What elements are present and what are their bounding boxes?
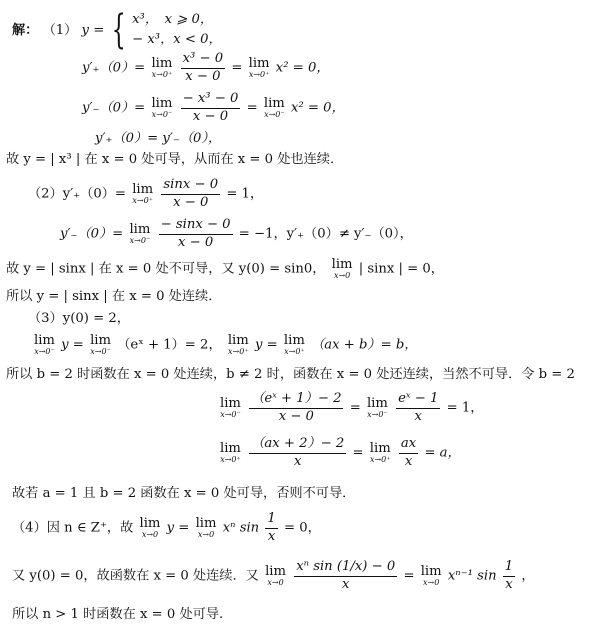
text: y = [255, 337, 278, 353]
denominator: x − 0 [185, 68, 221, 84]
fraction [181, 52, 226, 84]
lim-word: lim [283, 333, 305, 348]
part-number: （1） [42, 22, 78, 38]
numerator: （eˣ + 1）− 2 [249, 392, 343, 409]
fraction-2 [396, 392, 440, 424]
text: （eˣ + 1）= 2， [117, 337, 222, 353]
lim-word: lim [420, 563, 442, 579]
lim-word: lim [132, 181, 154, 197]
limit-expr [34, 334, 55, 356]
text: 故 y = | sinx | 在 x = 0 处不可导，又 y(0) = sin0， [6, 261, 326, 277]
lim-word: lim [227, 333, 249, 348]
lim-sub: x→0⁺ [369, 454, 391, 464]
lim-sub: x→0⁺ [220, 454, 241, 464]
right-derivative-1 [82, 52, 330, 84]
solution-label: 解： [12, 22, 39, 38]
lim-sub: x→0⁻ [129, 235, 151, 245]
fraction [294, 560, 397, 592]
lim-sub: x→0 [197, 529, 215, 539]
limit-expr-2 [90, 334, 111, 356]
limit-expr [151, 57, 172, 79]
conclusion-1: 故 y = | x³ | 在 x = 0 处可导，从而在 x = 0 处也连续． [6, 152, 344, 167]
lim-sub: x→0⁻ [367, 409, 388, 419]
lim-sub: x→0⁺ [132, 195, 153, 205]
lim-sub: x→0⁻ [264, 109, 285, 119]
lim-word: lim [34, 333, 55, 348]
limit-expr [151, 97, 172, 119]
text: xⁿ sin [222, 520, 260, 536]
text: （ax + b）= b， [311, 337, 418, 353]
eq-rhs: = 1， [226, 186, 264, 202]
lim-sub: x→0 [141, 529, 159, 539]
lim-word: lim [263, 95, 285, 111]
conclusion-2a [6, 258, 444, 280]
text: | sinx | = 0， [358, 261, 444, 277]
text: （4）因 n ∈ Z⁺，故 [12, 520, 134, 536]
eq-rhs: = a， [424, 445, 461, 461]
left-derivative-2 [60, 218, 413, 250]
lim-word: lim [220, 440, 241, 456]
eq-rhs: x² = 0， [291, 100, 345, 116]
numerator: ax [399, 437, 418, 454]
part4-derivative [12, 560, 535, 592]
lim-word: lim [369, 440, 391, 456]
lim-sub: x→0⁺ [248, 69, 270, 79]
part3-final: 故若 a = 1 且 b = 2 函数在 x = 0 处可导，否则不可导． [12, 486, 356, 501]
numerator: x³ − 0 [181, 52, 226, 69]
fraction [249, 392, 343, 424]
denominator: x − 0 [278, 408, 314, 424]
lim-sub: x→0⁺ [284, 347, 305, 357]
lim-sub: x→0⁻ [220, 409, 241, 419]
lim-word: lim [151, 55, 173, 71]
limit-expr [220, 397, 241, 419]
part4-conclusion: 所以 n > 1 时函数在 x = 0 处可导. [12, 607, 224, 622]
lim-sub: x→0⁻ [151, 109, 173, 119]
part3-limits [32, 334, 417, 356]
fraction [181, 92, 241, 124]
limit-expr-2 [421, 565, 442, 587]
denominator: x − 0 [177, 234, 214, 250]
eq-rhs: = −1，y′₊（0）≠ y′₋（0）， [238, 226, 413, 242]
numerator: sinx − 0 [161, 178, 220, 195]
brace-symbol: { [112, 7, 127, 54]
fraction [249, 437, 346, 469]
numerator: （ax + 2）− 2 [249, 437, 346, 454]
left-derivative-1 [82, 92, 345, 124]
limit-expr-2 [196, 517, 217, 539]
case-1: x³， x ⩾ 0， [132, 12, 214, 27]
lim-word: lim [220, 395, 241, 411]
part1-definition [12, 7, 222, 54]
equals: = [231, 60, 243, 76]
eq-lhs: （2）y′₊（0）= [28, 186, 126, 202]
derivatives-equal: y′₊（0）= y′₋（0）， [95, 131, 222, 146]
lim-word: lim [90, 333, 112, 348]
text: y = [166, 520, 190, 536]
numerator: − sinx − 0 [159, 218, 233, 235]
eq-lhs: y′₋（0）= [82, 100, 146, 116]
lim-word: lim [265, 563, 287, 579]
part3-start: （3）y(0) = 2， [28, 311, 130, 326]
text: xⁿ⁻¹ sin [447, 568, 497, 584]
denominator: x [342, 576, 350, 592]
limit-expr-2 [249, 57, 270, 79]
lim-word: lim [248, 55, 270, 71]
case-2: − x³，x < 0， [132, 32, 222, 48]
eq-lhs: y′₋（0）= [60, 226, 124, 242]
fraction [161, 178, 220, 210]
eq-rhs: x² = 0， [275, 60, 330, 76]
limit-expr-4 [284, 334, 305, 356]
equals: = [352, 445, 364, 461]
lim-word: lim [331, 257, 353, 272]
lim-sub: x→0⁻ [34, 347, 55, 357]
function-name: y = [81, 22, 105, 38]
limit-expr [129, 223, 150, 245]
denominator: x [414, 408, 422, 424]
numerator: eˣ − 1 [396, 392, 440, 409]
limit-expr-2 [370, 442, 391, 464]
denominator: x [267, 528, 276, 544]
equals: = [349, 400, 361, 416]
limit-expr [265, 565, 286, 587]
fraction-2 [503, 560, 515, 592]
fraction [159, 218, 233, 250]
text: ， [521, 568, 535, 584]
limit-expr-3 [228, 334, 249, 356]
text: = 0， [283, 520, 321, 536]
conclusion-2b: 所以 y = | sinx | 在 x = 0 处连续． [6, 289, 222, 304]
equals: = [246, 100, 258, 116]
lim-sub: x→0 [423, 577, 440, 587]
limit-expr [140, 517, 161, 539]
lim-sub: x→0 [333, 271, 351, 281]
part4-start [12, 512, 321, 544]
denominator: x [505, 576, 513, 592]
lim-sub: x→0⁺ [151, 69, 173, 79]
limit-expr-2 [367, 397, 388, 419]
limit-expr [220, 442, 241, 464]
text: y = [61, 337, 84, 353]
limit-expr [332, 258, 353, 280]
numerator: xⁿ sin (1/x) − 0 [294, 560, 397, 577]
lim-word: lim [366, 395, 388, 411]
denominator: x [404, 453, 413, 469]
fraction [265, 512, 277, 544]
limit-expr-2 [264, 97, 285, 119]
lim-word: lim [129, 221, 151, 237]
numerator: 1 [503, 560, 515, 577]
part3-left-derivative [218, 392, 483, 424]
denominator: x − 0 [192, 108, 229, 124]
lim-word: lim [139, 515, 161, 531]
lim-word: lim [195, 515, 217, 531]
denominator: x − 0 [173, 194, 209, 210]
denominator: x [294, 453, 302, 469]
eq-rhs: = 1， [446, 400, 484, 416]
limit-expr [132, 183, 153, 205]
right-derivative-2 [28, 178, 263, 210]
numerator: − x³ − 0 [181, 92, 241, 109]
lim-sub: x→0⁺ [228, 347, 249, 357]
lim-sub: x→0⁻ [90, 347, 111, 357]
numerator: 1 [265, 512, 277, 529]
equals: = [403, 568, 415, 584]
lim-sub: x→0 [267, 577, 284, 587]
part3-right-derivative [218, 437, 461, 469]
fraction-2 [399, 437, 418, 469]
piecewise-cases [132, 10, 222, 51]
text: 又 y(0) = 0，故函数在 x = 0 处连续．又 [12, 568, 259, 584]
lim-word: lim [151, 95, 173, 111]
eq-lhs: y′₊（0）= [82, 60, 146, 76]
part3-conclusion: 所以 b = 2 时函数在 x = 0 处连续，b ≠ 2 时，函数在 x = 0 处还连续，当然不可导．令 b = 2 [6, 367, 575, 382]
